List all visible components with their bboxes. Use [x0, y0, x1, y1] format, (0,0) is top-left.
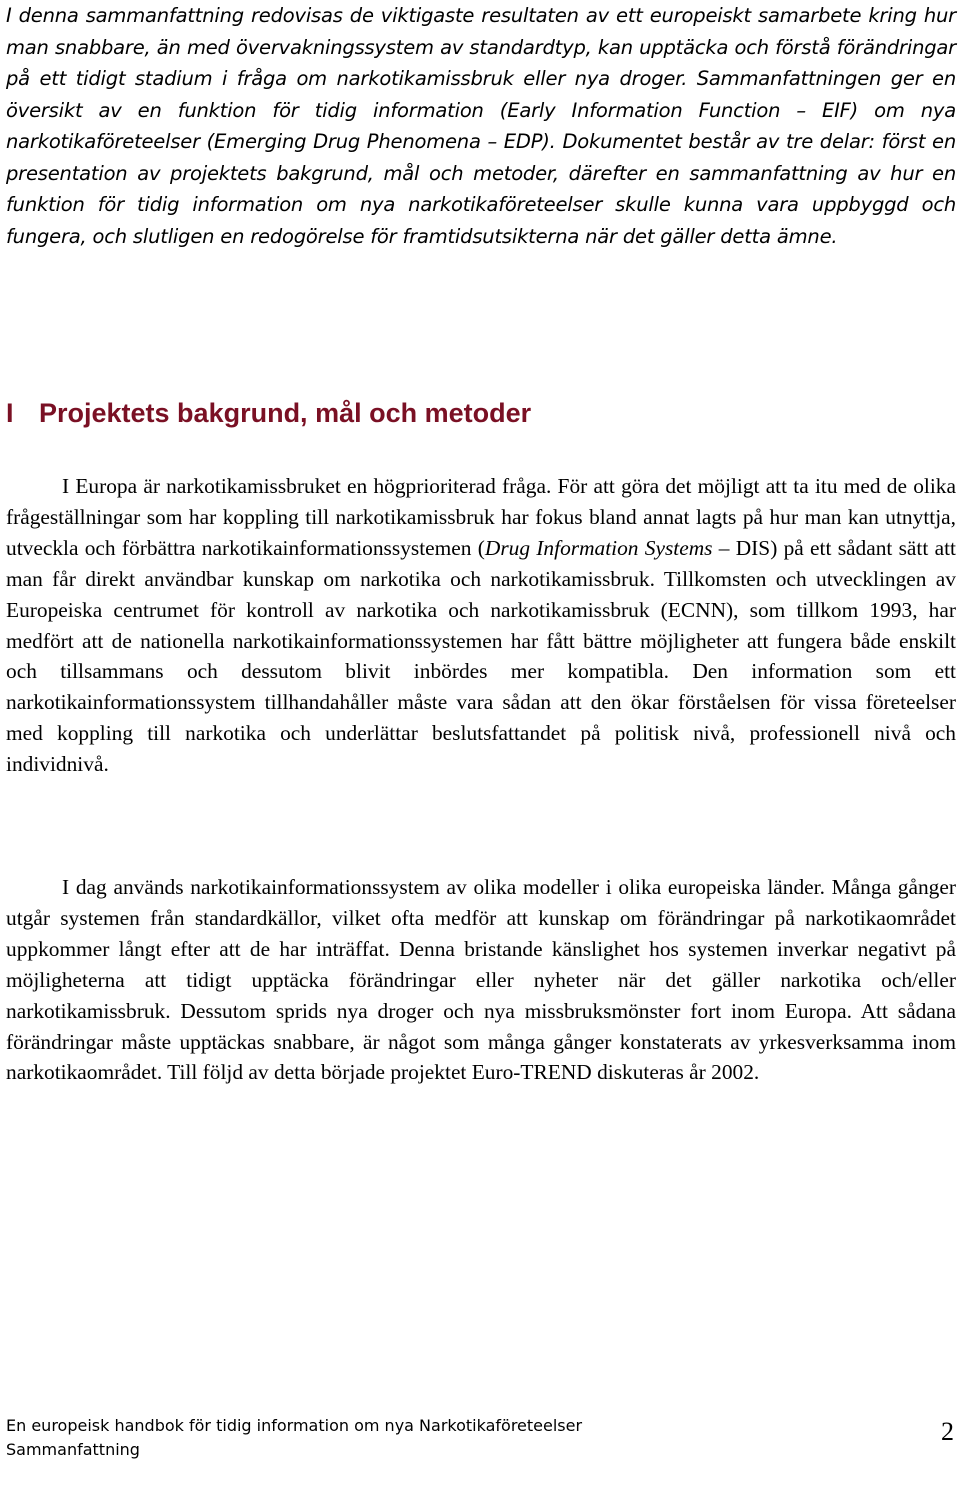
paragraph-2-text: I dag används narkotikainformationssystem av olika modeller i olika europeiska länder. Många gånger utgår systemen från standardkällor, vilket ofta medför att kunskap om förändringar på narkotikaområdet uppkommer långt efter att de har inträffat. Denna bristande känslighet hos systemen inverkar negativt på möjligheterna att tidigt upptäcka förändringar eller nyheter när det gäller narkotika och/eller narkotikamissbruk. Dessutom sprids nya droger och nya missbruksmönster fort inom Europa. Att sådana förändringar måste upptäckas snabbare, är något som många gånger konstaterats av yrkesverksamma inom narkotikaområdet. Till följd av detta började projektet Euro-TREND diskuteras år 2002.	[6, 875, 956, 1085]
intro-paragraph	[6, 0, 956, 252]
paragraph-1-italic-term: Drug Information Systems	[484, 535, 713, 560]
intro-sentence-2: Sammanfattningen ger en översikt av en funktion för tidig information (Early Information Function – EIF) om nya narkotikaföreteelser (Emerging Drug Phenomena – EDP).	[6, 67, 956, 153]
section-heading	[6, 395, 946, 431]
footer-title: En europeisk handbok för tidig information om nya Narkotikaföreteelser	[6, 1416, 583, 1435]
body-paragraph-1	[6, 471, 956, 780]
page-number: 2	[941, 1417, 954, 1446]
paragraph-1-text-a: I Europa är narkotikamissbruket en högprioriterad fråga. För att göra det möjligt att ta itu med de olika frågeställningar som har koppling till narkotikamissbruk har fokus bland annat lagts på hur man kan utnyttja, utveckla och förbättra narkotikainformationssystemen (	[6, 474, 956, 560]
page-footer	[6, 1414, 956, 1462]
intro-sentence-1: I denna sammanfattning redovisas de viktigaste resultaten av ett europeiskt samarbete kring hur man snabbare, än med övervakningssystem av standardtyp, kan upptäcka och förstå förändringar på ett tidigt stadium i fråga om narkotikamissbruk eller nya droger.	[6, 4, 956, 90]
section-title: Projektets bakgrund, mål och metoder	[39, 398, 532, 428]
intro-sentence-3: Dokumentet består av tre delar: först en presentation av projektets bakgrund, mål och metoder, därefter en sammanfattning av hur en funktion för tidig information om nya narkotikaföreteelser skulle kunna vara uppbyggd och fungera, och slutligen en redogörelse för framtidsutsikterna när det gäller detta ämne.	[6, 130, 957, 248]
footer-subtitle: Sammanfattning	[6, 1440, 140, 1459]
body-paragraph-2	[6, 872, 956, 1088]
paragraph-1-text-b: – DIS) på ett sådant sätt att man får direkt användbar kunskap om narkotika och narkotikamissbruk. Tillkomsten och utvecklingen av Europeiska centrumet för kontroll av narkotika och narkotikamissbruk (ECNN), som tillkom 1993, har medfört att de nationella narkotikainformationssystemen har fått bättre möjligheter att fungera både enskilt och tillsammans och dessutom blivit inbördes mer kompatibla. Den information som ett narkotikainformationssystem tillhandahåller måste vara sådan att den ökar förståelsen för vissa företeelser med koppling till narkotika och underlättar beslutsfattandet på politisk nivå, professionell nivå och individnivå.	[6, 535, 956, 777]
section-number: I	[6, 398, 14, 428]
